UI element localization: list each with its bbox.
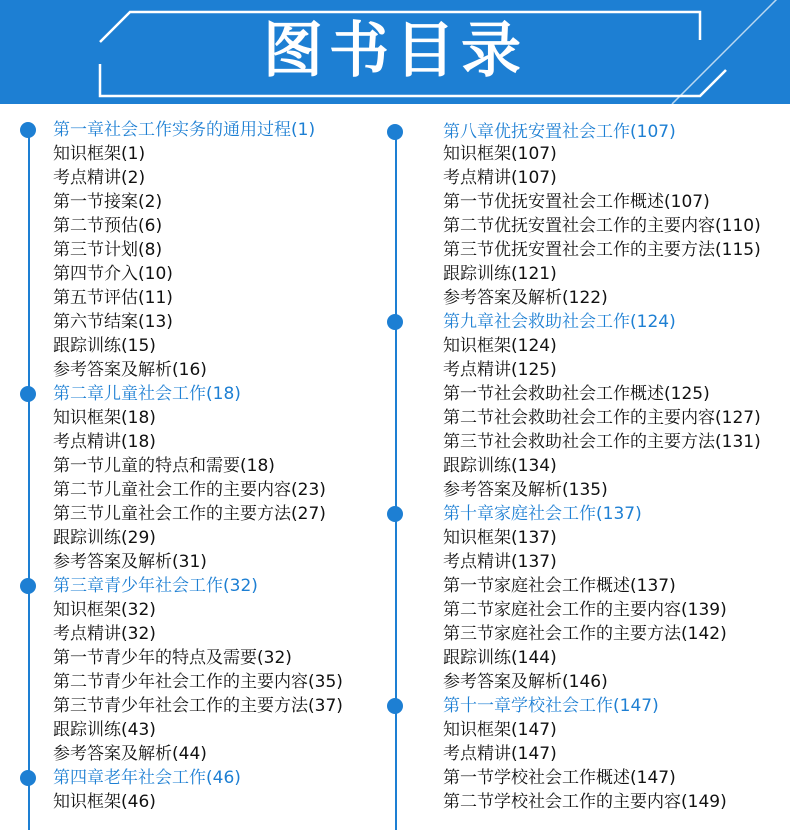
toc-entry: 参考答案及解析(16) xyxy=(53,360,207,380)
timeline-line xyxy=(28,130,30,830)
toc-entry: 考点精讲(125) xyxy=(443,360,557,380)
toc-chapter-heading: 第二章儿童社会工作(18) xyxy=(53,384,241,404)
toc-entry: 第一节优抚安置社会工作概述(107) xyxy=(443,192,710,212)
toc-entry: 考点精讲(137) xyxy=(443,552,557,572)
toc-entry: 第二节社会救助社会工作的主要内容(127) xyxy=(443,408,761,428)
chapter-bullet-icon xyxy=(20,122,36,138)
toc-chapter-heading: 第四章老年社会工作(46) xyxy=(53,768,241,788)
toc-entry: 知识框架(137) xyxy=(443,528,557,548)
chapter-bullet-icon xyxy=(387,698,403,714)
toc-entry: 跟踪训练(29) xyxy=(53,528,156,548)
toc-entry: 考点精讲(32) xyxy=(53,624,156,644)
toc-entry: 参考答案及解析(146) xyxy=(443,672,608,692)
toc-entry: 第三节计划(8) xyxy=(53,240,163,260)
toc-chapter-heading: 第一章社会工作实务的通用过程(1) xyxy=(53,120,316,140)
toc-entry: 第一节家庭社会工作概述(137) xyxy=(443,576,676,596)
toc-entry: 参考答案及解析(44) xyxy=(53,744,207,764)
toc-entry: 第二节家庭社会工作的主要内容(139) xyxy=(443,600,727,620)
toc-entry: 第三节优抚安置社会工作的主要方法(115) xyxy=(443,240,761,260)
toc-entry: 知识框架(32) xyxy=(53,600,156,620)
toc-chapter-heading: 第十一章学校社会工作(147) xyxy=(443,696,659,716)
toc-entry: 第六节结案(13) xyxy=(53,312,173,332)
toc-entry: 第一节学校社会工作概述(147) xyxy=(443,768,676,788)
toc-entry: 第一节儿童的特点和需要(18) xyxy=(53,456,275,476)
toc-chapter-heading: 第三章青少年社会工作(32) xyxy=(53,576,258,596)
toc-chapter-heading: 第十章家庭社会工作(137) xyxy=(443,504,642,524)
toc-entry: 第三节家庭社会工作的主要方法(142) xyxy=(443,624,727,644)
toc-entry: 跟踪训练(134) xyxy=(443,456,557,476)
toc-entry: 知识框架(124) xyxy=(443,336,557,356)
toc-entry: 参考答案及解析(31) xyxy=(53,552,207,572)
toc-entry: 考点精讲(147) xyxy=(443,744,557,764)
toc-entry: 知识框架(1) xyxy=(53,144,146,164)
toc-entry: 第三节社会救助社会工作的主要方法(131) xyxy=(443,432,761,452)
toc-entry: 跟踪训练(15) xyxy=(53,336,156,356)
toc-entry: 第三节儿童社会工作的主要方法(27) xyxy=(53,504,326,524)
toc-entry: 知识框架(46) xyxy=(53,792,156,812)
toc-entry: 跟踪训练(43) xyxy=(53,720,156,740)
toc-entry: 第四节介入(10) xyxy=(53,264,173,284)
page-title: 图书目录 xyxy=(263,16,527,86)
toc-entry: 第二节儿童社会工作的主要内容(23) xyxy=(53,480,326,500)
header-banner xyxy=(0,0,790,104)
chapter-bullet-icon xyxy=(20,386,36,402)
timeline-line xyxy=(395,130,397,830)
toc-entry: 考点精讲(107) xyxy=(443,168,557,188)
toc-chapter-heading: 第九章社会救助社会工作(124) xyxy=(443,312,676,332)
toc-entry: 知识框架(18) xyxy=(53,408,156,428)
toc-entry: 第二节预估(6) xyxy=(53,216,163,236)
toc-entry: 第三节青少年社会工作的主要方法(37) xyxy=(53,696,343,716)
toc-entry: 知识框架(107) xyxy=(443,144,557,164)
toc-entry: 第二节青少年社会工作的主要内容(35) xyxy=(53,672,343,692)
chapter-bullet-icon xyxy=(387,314,403,330)
toc-entry: 参考答案及解析(135) xyxy=(443,480,608,500)
chapter-bullet-icon xyxy=(387,506,403,522)
chapter-bullet-icon xyxy=(20,578,36,594)
toc-entry: 跟踪训练(121) xyxy=(443,264,557,284)
toc-entry: 考点精讲(2) xyxy=(53,168,146,188)
chapter-bullet-icon xyxy=(20,770,36,786)
toc-entry: 第一节接案(2) xyxy=(53,192,163,212)
toc-entry: 第二节学校社会工作的主要内容(149) xyxy=(443,792,727,812)
toc-entry: 第一节社会救助社会工作概述(125) xyxy=(443,384,710,404)
toc-entry: 参考答案及解析(122) xyxy=(443,288,608,308)
toc-entry: 第二节优抚安置社会工作的主要内容(110) xyxy=(443,216,761,236)
toc-entry: 跟踪训练(144) xyxy=(443,648,557,668)
toc-entry: 第一节青少年的特点及需要(32) xyxy=(53,648,292,668)
toc-chapter-heading: 第八章优抚安置社会工作(107) xyxy=(443,122,676,142)
toc-entry: 考点精讲(18) xyxy=(53,432,156,452)
toc-entry: 第五节评估(11) xyxy=(53,288,173,308)
toc-entry: 知识框架(147) xyxy=(443,720,557,740)
chapter-bullet-icon xyxy=(387,124,403,140)
